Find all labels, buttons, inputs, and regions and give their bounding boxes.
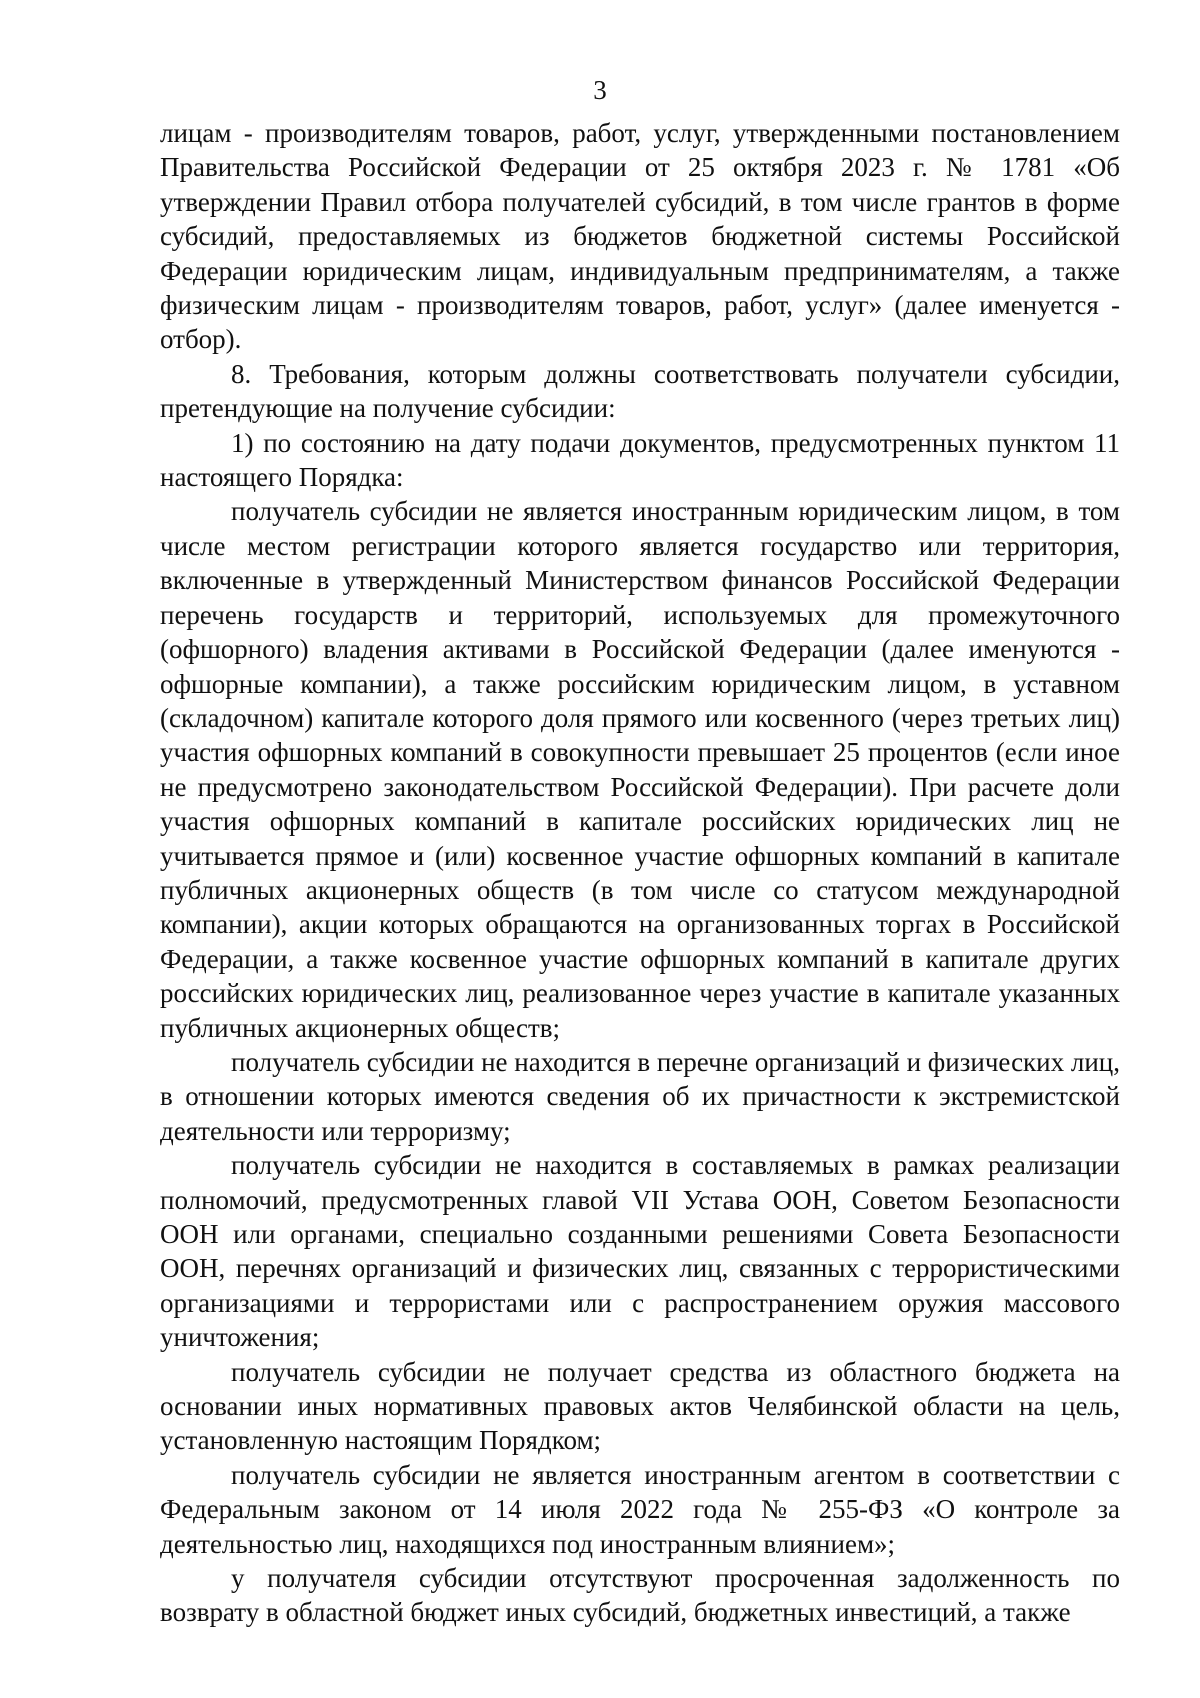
paragraph-debt-requirement: у получателя субсидии отсутствуют просроченная задолженность по возврату в областной бюджет иных субсидий, бюджетных инвестиций, а также <box>160 1563 1120 1628</box>
paragraph-foreign-agent-requirement: получатель субсидии не является иностранным агентом в соответствии с Федеральным законом от 14 июля 2022 года № 255-ФЗ «О контроле за деятельностью лиц, находящихся под иностранным влиянием»; <box>160 1459 1120 1559</box>
paragraph-offshore-requirement: получатель субсидии не является иностранным юридическим лицом, в том числе местом регистрации которого является государство или территория, включенные в утвержденный Министерством финансов Российской Федерации перечень государств и территорий, используемых для промежуточного (офшорного) владения активами в Российской Федерации (далее именуются - офшорные компании), а также российским юридическим лицом, в уставном (складочном) капитале которого доля прямого или косвенного (через третьих лиц) участия офшорных компаний в совокупности превышает 25 процентов (если иное не предусмотрено законодательством Российской Федерации). При расчете доли участия офшорных компаний в капитале российских юридических лиц не учитывается прямое и (или) косвенное участие офшорных компаний в капитале публичных акционерных обществ (в том числе со статусом международной компании), акции которых обращаются на организованных торгах в Российской Федерации, а также косвенное участие офшорных компаний в капитале других российских юридических лиц, реализованное через участие в капитале указанных публичных акционерных обществ; <box>160 496 1120 1043</box>
document-body <box>160 116 1120 1630</box>
paragraph-continuation: лицам - производителям товаров, работ, услуг, утвержденными постановлением Правительства Российской Федерации от 25 октября 2023 г. № 1781 «Об утверждении Правил отбора получателей субсидий, в том числе грантов в форме субсидий, предоставляемых из бюджетов бюджетной системы Российской Федерации юридическим лицам, индивидуальным предпринимателям, а также физическим лицам - производителям товаров, работ, услуг» (далее именуется - отбор). <box>160 118 1120 355</box>
paragraph-subitem-1: 1) по состоянию на дату подачи документов, предусмотренных пунктом 11 настоящего Порядка: <box>160 427 1120 493</box>
paragraph-other-funds-requirement: получатель субсидии не получает средства из областного бюджета на основании иных нормативных правовых актов Челябинской области на цель, установленную настоящим Порядком; <box>160 1356 1120 1456</box>
paragraph-extremism-requirement: получатель субсидии не находится в перечне организаций и физических лиц, в отношении которых имеются сведения об их причастности к экстремистской деятельности или терроризму; <box>160 1046 1120 1146</box>
paragraph-item-8: 8. Требования, которым должны соответствовать получатели субсидии, претендующие на получение субсидии: <box>160 358 1120 424</box>
paragraph-un-lists-requirement: получатель субсидии не находится в составляемых в рамках реализации полномочий, предусмотренных главой VII Устава ООН, Советом Безопасности ООН или органами, специально созданными решениями Совета Безопасности ООН, перечнях организаций и физических лиц, связанных с террористическими организациями и террористами или с распространением оружия массового уничтожения; <box>160 1150 1120 1353</box>
page-number: 3 <box>593 75 607 105</box>
